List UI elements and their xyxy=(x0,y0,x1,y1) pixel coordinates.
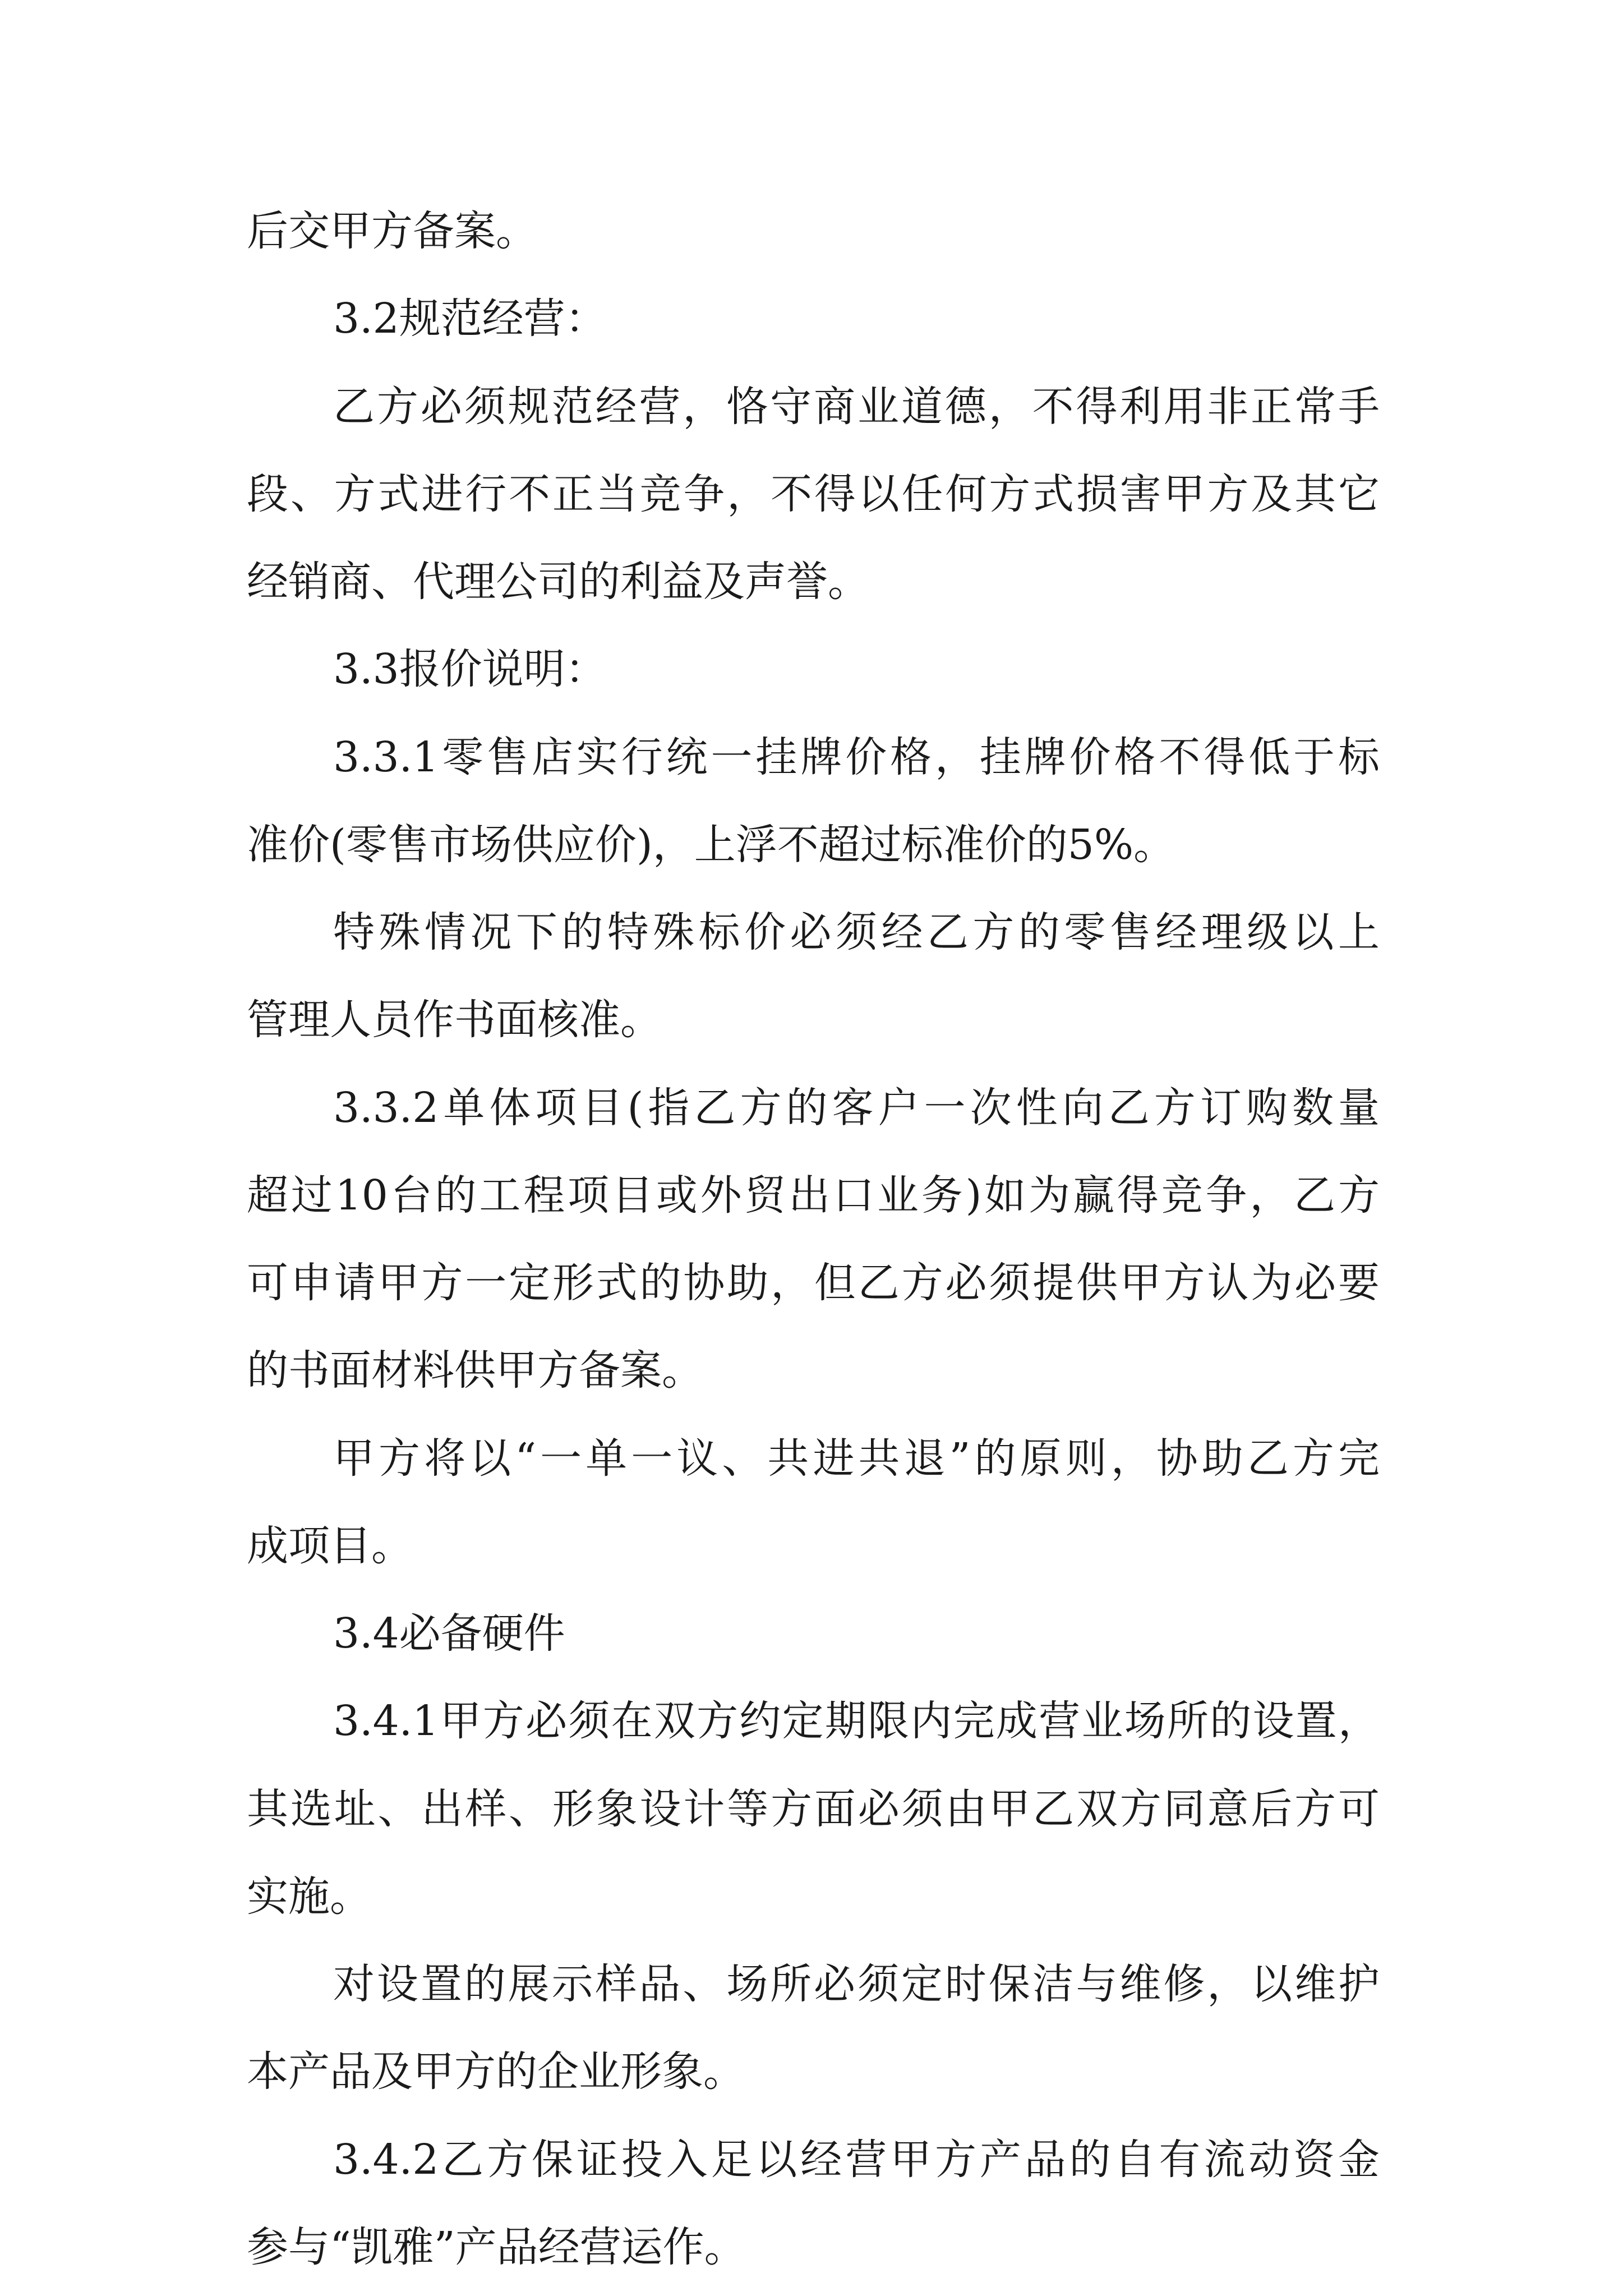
text-line: 管理人员作书面核准。 xyxy=(247,996,662,1044)
text-line: 准价(零售市场供应价)，上浮不超过标准价的5%。 xyxy=(247,821,1175,869)
text-line: 本产品及甲方的企业形象。 xyxy=(247,2047,745,2096)
text-line: 3.3.1零售店实行统一挂牌价格，挂牌价格不得低于标 xyxy=(333,733,1380,781)
text-line: 特殊情况下的特殊标价必须经乙方的零售经理级以上 xyxy=(333,908,1380,956)
text-line: 甲方将以“一单一议、共进共退”的原则，协助乙方完 xyxy=(333,1434,1380,1483)
text-line: 段、方式进行不正当竞争，不得以任何方式损害甲方及其它 xyxy=(247,470,1380,518)
text-line: 的书面材料供甲方备案。 xyxy=(247,1346,703,1395)
text-line: 成项目。 xyxy=(247,1522,413,1570)
text-line: 3.4.2乙方保证投入足以经营甲方产品的自有流动资金 xyxy=(333,2136,1380,2184)
text-line: 经销商、代理公司的利益及声誉。 xyxy=(247,558,869,606)
text-line: 实施。 xyxy=(247,1872,371,1921)
text-line: 3.4.1甲方必须在双方约定期限内完成营业场所的设置， xyxy=(333,1697,1380,1745)
text-line: 后交甲方备案。 xyxy=(247,207,537,255)
section-heading: 3.4必备硬件 xyxy=(333,1609,565,1658)
section-heading: 3.2规范经营： xyxy=(333,295,607,343)
text-line: 3.3.2单体项目(指乙方的客户一次性向乙方订购数量 xyxy=(333,1084,1380,1132)
text-line: 参与“凯雅”产品经营运作。 xyxy=(247,2223,746,2271)
text-line: 可申请甲方一定形式的协助，但乙方必须提供甲方认为必要 xyxy=(247,1259,1380,1307)
text-line: 超过10台的工程项目或外贸出口业务)如为赢得竞争，乙方 xyxy=(247,1171,1380,1220)
text-line: 其选址、出样、形象设计等方面必须由甲乙双方同意后方可 xyxy=(247,1785,1380,1833)
text-line: 对设置的展示样品、场所必须定时保洁与维修，以维护 xyxy=(333,1960,1380,2008)
text-line: 乙方必须规范经营，恪守商业道德，不得利用非正常手 xyxy=(333,383,1380,431)
section-heading: 3.3报价说明： xyxy=(333,645,607,693)
